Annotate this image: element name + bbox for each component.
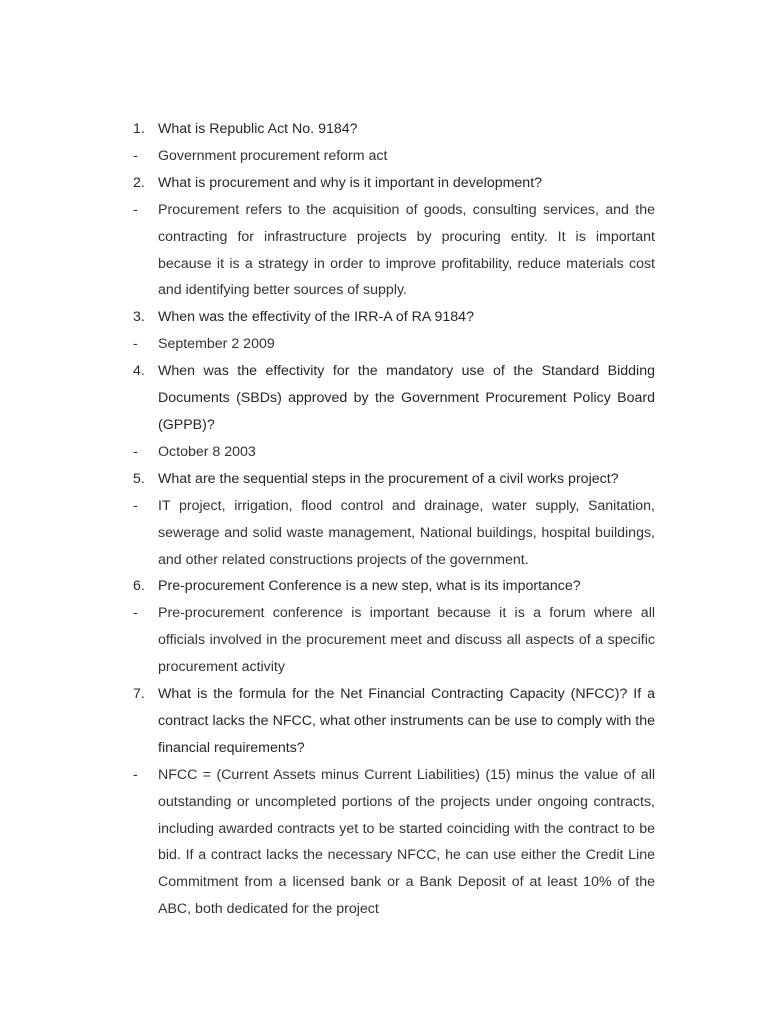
question-item: [133, 116, 655, 143]
answer-item: [133, 197, 655, 305]
question-text: Pre-procurement Conference is a new step, what is its importance?: [158, 578, 581, 595]
question-text: What are the sequential steps in the procurement of a civil works project?: [158, 470, 619, 487]
list-number: 2.: [133, 174, 145, 191]
list-number: 1.: [133, 121, 145, 137]
question-text: When was the effectivity of the IRR-A of RA 9184?: [158, 309, 474, 326]
question-text: What is procurement and why is it important in development?: [158, 174, 543, 191]
answer-item: [133, 600, 655, 681]
list-number: 4.: [133, 363, 145, 380]
question-text: What is Republic Act No. 9184?: [158, 121, 358, 137]
answer-text: Pre-procurement conference is important because it is a forum where all officials involved in the procurement meet and discuss all aspects of a specific procurement activity: [158, 605, 655, 676]
answer-item: [133, 143, 655, 170]
answer-dash: -: [133, 201, 138, 218]
question-item: [133, 358, 655, 439]
question-item: [133, 573, 655, 600]
question-text: What is the formula for the Net Financial Contracting Capacity (NFCC)? If a contract lacks the NFCC, what other instruments can be use to comply with the financial requirements?: [158, 686, 655, 756]
answer-item: [133, 439, 655, 466]
question-item: [133, 466, 655, 493]
question-item: [133, 170, 655, 197]
list-number: 7.: [133, 686, 145, 703]
answer-dash: -: [133, 766, 138, 783]
question-item: [133, 304, 655, 331]
answer-text: Procurement refers to the acquisition of goods, consulting services, and the contracting for infrastructure projects by procuring entity. It is important because it is a strategy in order to improve profitability, reduce materials cost and identifying better sources of supply.: [158, 201, 655, 299]
answer-dash: -: [133, 336, 138, 353]
answer-text: Government procurement reform act: [158, 147, 388, 164]
list-number: 3.: [133, 309, 145, 326]
question-item: [133, 681, 655, 762]
answer-item: [133, 493, 655, 574]
answer-text: NFCC = (Current Assets minus Current Liabilities) (15) minus the value of all outstanding or uncompleted portions of the projects under ongoing contracts, including awarded contracts yet to be started coinciding with the contract to be bid. If a contract lacks the necessary NFCC, he can use either the Credit Line Commitment from a licensed bank or a Bank Deposit of at least 10% of the ABC, both dedicated for the project: [158, 766, 655, 918]
answer-dash: -: [133, 605, 138, 622]
question-text: When was the effectivity for the mandatory use of the Standard Bidding Documents (SBDs) approved by the Government Procurement Policy Board (GPPB)?: [158, 363, 655, 433]
answer-text: IT project, irrigation, flood control and drainage, water supply, Sanitation, sewerage and solid waste management, National buildings, hospital buildings, and other related constructions projects of the government.: [158, 497, 655, 568]
answer-text: September 2 2009: [158, 336, 275, 353]
answer-dash: -: [133, 443, 138, 460]
answer-item: [133, 762, 655, 923]
answer-item: [133, 331, 655, 358]
answer-text: October 8 2003: [158, 443, 256, 460]
list-number: 6.: [133, 578, 145, 595]
list-number: 5.: [133, 470, 145, 487]
qa-list: [133, 116, 655, 923]
answer-dash: -: [133, 497, 138, 514]
answer-dash: -: [133, 147, 138, 164]
